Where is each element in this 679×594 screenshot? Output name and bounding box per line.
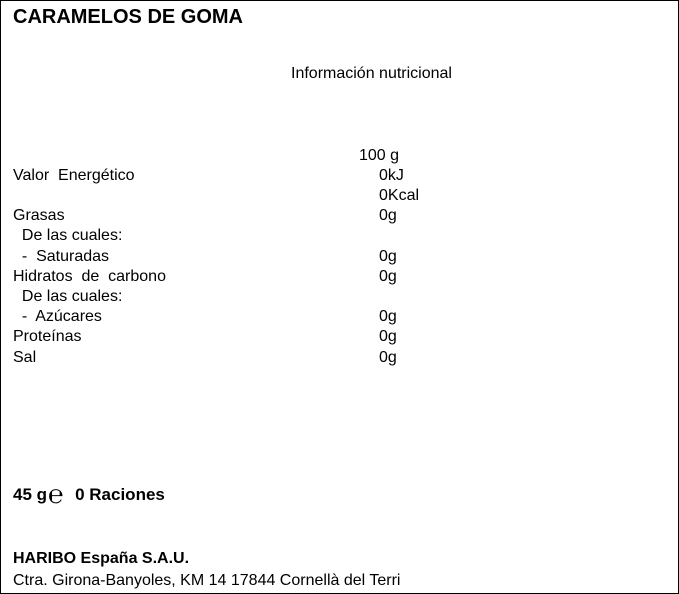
row-label: Hidratos de carbono	[13, 268, 166, 285]
row-value: 0g	[379, 248, 397, 265]
row-label: De las cuales:	[13, 288, 123, 305]
product-title: CARAMELOS DE GOMA	[13, 6, 243, 28]
row-label: Grasas	[13, 207, 65, 224]
row-value: 0g	[379, 328, 397, 345]
row-value: 0g	[379, 268, 397, 285]
row-label: - Azúcares	[13, 308, 102, 325]
column-header: 100 g	[359, 147, 400, 164]
row-label: Proteínas	[13, 328, 82, 345]
row-value: 0g	[379, 349, 397, 366]
row-label: - Saturadas	[13, 248, 110, 265]
estimated-sign-icon: ℮	[48, 479, 64, 509]
row-value: 0Kcal	[379, 187, 420, 204]
servings: 0 Raciones	[75, 485, 165, 504]
net-weight-line	[13, 479, 165, 509]
row-label: De las cuales:	[13, 227, 123, 244]
row-value: 0g	[379, 207, 397, 224]
row-label: Sal	[13, 349, 37, 366]
row-label: Valor Energético	[13, 167, 135, 184]
net-weight: 45 g	[13, 485, 48, 504]
company-name: HARIBO España S.A.U.	[13, 550, 190, 567]
section-heading: Información nutricional	[291, 65, 452, 82]
row-value: 0g	[379, 308, 397, 325]
company-address: Ctra. Girona-Banyoles, KM 14 17844 Cornellà del Terri	[13, 572, 401, 589]
row-value: 0kJ	[379, 167, 404, 184]
